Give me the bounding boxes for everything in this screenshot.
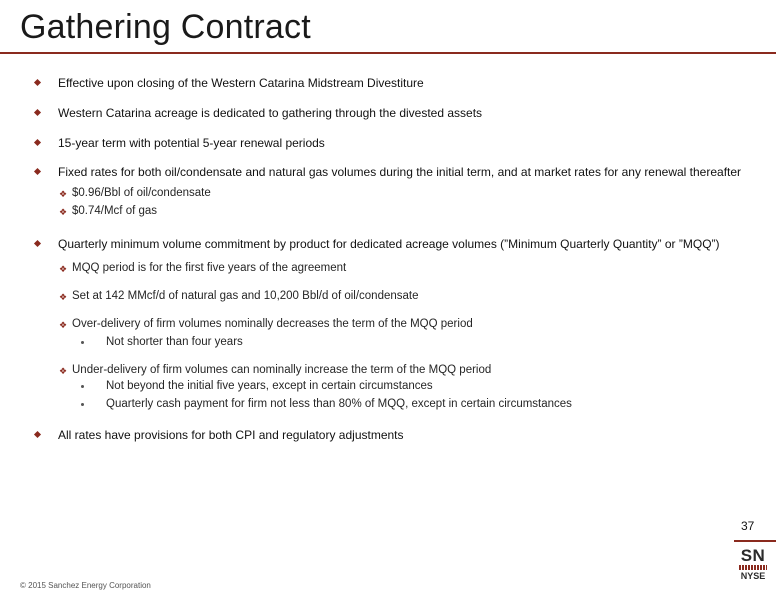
clover-bullet-icon: ❖ bbox=[59, 320, 68, 330]
page-title: Gathering Contract bbox=[20, 8, 311, 46]
sub-bullet-item bbox=[59, 187, 211, 199]
diamond-bullet-icon bbox=[34, 79, 41, 86]
logo-exchange: NYSE bbox=[740, 571, 766, 581]
sub-bullet-item bbox=[59, 290, 419, 302]
clover-bullet-icon: ❖ bbox=[59, 189, 68, 199]
bullet-item bbox=[58, 136, 325, 150]
sub-bullet-text: Under-delivery of firm volumes can nominally increase the term of the MQQ period bbox=[72, 364, 492, 376]
sub-bullet-text: Over-delivery of firm volumes nominally decreases the term of the MQQ period bbox=[72, 318, 473, 330]
clover-bullet-icon: ❖ bbox=[59, 264, 68, 274]
diamond-bullet-icon bbox=[34, 109, 41, 116]
bullet-item bbox=[58, 428, 404, 442]
dot-bullet-icon bbox=[81, 385, 84, 388]
bullet-item bbox=[58, 106, 482, 120]
logo-stripe-icon bbox=[739, 565, 767, 570]
bullet-text: Effective upon closing of the Western Catarina Midstream Divestiture bbox=[58, 76, 424, 90]
bullet-text: 15-year term with potential 5-year renewal periods bbox=[58, 136, 325, 150]
sub-sub-bullet-text: Not shorter than four years bbox=[106, 336, 243, 348]
sub-sub-bullet-item bbox=[106, 398, 572, 410]
sub-bullet-item bbox=[59, 318, 473, 330]
sub-sub-bullet-item bbox=[106, 380, 433, 392]
clover-bullet-icon: ❖ bbox=[59, 207, 68, 217]
logo-ticker: SN bbox=[740, 546, 766, 565]
sub-sub-bullet-text: Not beyond the initial five years, except in certain circumstances bbox=[106, 380, 433, 392]
page-number: 37 bbox=[741, 519, 755, 533]
diamond-bullet-icon bbox=[34, 168, 41, 175]
bullet-item bbox=[58, 165, 741, 179]
clover-bullet-icon: ❖ bbox=[59, 292, 68, 302]
bullet-text: Quarterly minimum volume commitment by product for dedicated acreage volumes (”Minimum Quarterly Quantity” or ”MQQ”) bbox=[58, 237, 720, 251]
sub-bullet-text: $0.74/Mcf of gas bbox=[72, 205, 158, 217]
bullet-text: Western Catarina acreage is dedicated to gathering through the divested assets bbox=[58, 106, 483, 120]
sub-sub-bullet-item bbox=[106, 336, 243, 348]
diamond-bullet-icon bbox=[34, 139, 41, 146]
diamond-bullet-icon bbox=[34, 240, 41, 247]
bullet-item bbox=[58, 76, 424, 90]
sub-bullet-text: MQQ period is for the first five years of the agreement bbox=[72, 262, 347, 274]
diamond-bullet-icon bbox=[34, 431, 41, 438]
sub-bullet-item bbox=[59, 205, 158, 217]
clover-bullet-icon: ❖ bbox=[59, 366, 68, 376]
bullet-text: All rates have provisions for both CPI and regulatory adjustments bbox=[58, 428, 404, 442]
bullet-item bbox=[58, 237, 720, 251]
bullet-text: Fixed rates for both oil/condensate and natural gas volumes during the initial term, and at market rates for any renewal thereafter bbox=[58, 165, 742, 179]
dot-bullet-icon bbox=[81, 341, 84, 344]
title-divider bbox=[0, 52, 776, 54]
copyright-footer: © 2015 Sanchez Energy Corporation bbox=[20, 581, 151, 590]
sub-sub-bullet-text: Quarterly cash payment for firm not less than 80% of MQQ, except in certain circumstances bbox=[106, 398, 572, 410]
sub-bullet-text: $0.96/Bbl of oil/condensate bbox=[72, 187, 211, 199]
sub-bullet-item bbox=[59, 364, 492, 376]
sub-bullet-item bbox=[59, 262, 347, 274]
sub-bullet-text: Set at 142 MMcf/d of natural gas and 10,200 Bbl/d of oil/condensate bbox=[72, 290, 419, 302]
logo-divider bbox=[734, 540, 776, 542]
company-logo bbox=[736, 547, 770, 581]
dot-bullet-icon bbox=[81, 403, 84, 406]
